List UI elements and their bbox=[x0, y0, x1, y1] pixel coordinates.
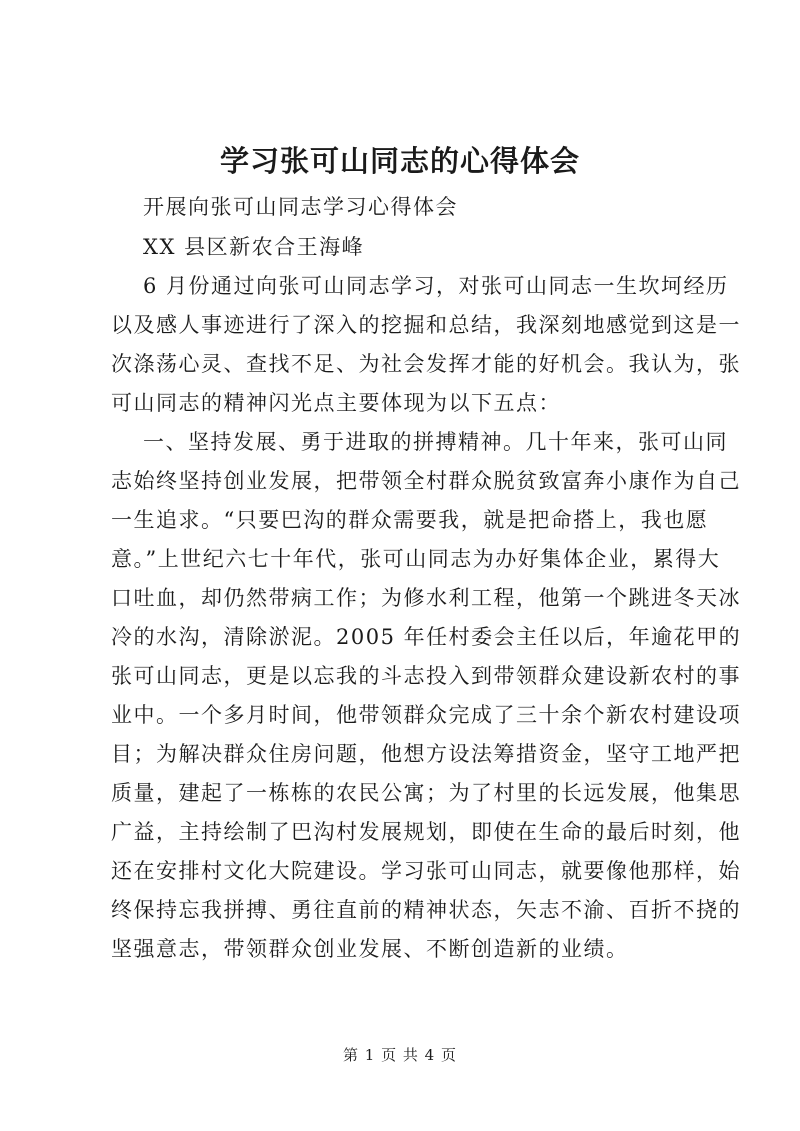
paragraph-line: 坚强意志，带领群众创业发展、不断创造新的业绩。 bbox=[111, 937, 629, 961]
subtitle-line: 开展向张可山同志学习心得体会 bbox=[143, 195, 458, 219]
author-line: XX 县区新农合王海峰 bbox=[143, 235, 365, 259]
paragraph-line: 志始终坚持创业发展，把带领全村群众脱贫致富奔小康作为自己 bbox=[111, 469, 741, 493]
paragraph-line: 以及感人事迹进行了深入的挖掘和总结，我深刻地感觉到这是一 bbox=[111, 313, 741, 337]
page-number: 第 1 页 共 4 页 bbox=[343, 1046, 457, 1064]
paragraph-line: 一生追求。“只要巴沟的群众需要我，就是把命搭上，我也愿 bbox=[111, 508, 709, 532]
paragraph-line: 质量，建起了一栋栋的农民公寓；为了村里的长远发展，他集思 bbox=[111, 781, 741, 805]
paragraph-line: 6 月份通过向张可山同志学习，对张可山同志一生坎坷经历 bbox=[143, 274, 729, 298]
paragraph-line: 还在安排村文化大院建设。学习张可山同志，就要像他那样，始 bbox=[111, 859, 741, 883]
paragraph-line: 终保持忘我拼搏、勇往直前的精神状态，矢志不渝、百折不挠的 bbox=[111, 898, 741, 922]
paragraph-line: 可山同志的精神闪光点主要体现为以下五点： bbox=[111, 391, 561, 415]
paragraph-line: 次涤荡心灵、查找不足、为社会发挥才能的好机会。我认为，张 bbox=[111, 352, 741, 376]
paragraph-line: 冷的水沟，清除淤泥。2005 年任村委会主任以后，年逾花甲的 bbox=[111, 625, 742, 649]
paragraph-line: 业中。一个多月时间，他带领群众完成了三十余个新农村建设项 bbox=[111, 703, 741, 727]
paragraph-line: 口吐血，却仍然带病工作；为修水利工程，他第一个跳进冬天冰 bbox=[111, 586, 741, 610]
document-title: 学习张可山同志的心得体会 bbox=[219, 144, 580, 178]
paragraph-line: 广益，主持绘制了巴沟村发展规划，即使在生命的最后时刻，他 bbox=[111, 820, 741, 844]
paragraph-line: 目；为解决群众住房问题，他想方设法筹措资金，坚守工地严把 bbox=[111, 742, 741, 766]
paragraph-line: 张可山同志，更是以忘我的斗志投入到带领群众建设新农村的事 bbox=[111, 664, 741, 688]
paragraph-line: 一、坚持发展、勇于进取的拼搏精神。几十年来，张可山同 bbox=[143, 430, 728, 454]
paragraph-line: 意。”上世纪六七十年代，张可山同志为办好集体企业，累得大 bbox=[111, 547, 721, 571]
